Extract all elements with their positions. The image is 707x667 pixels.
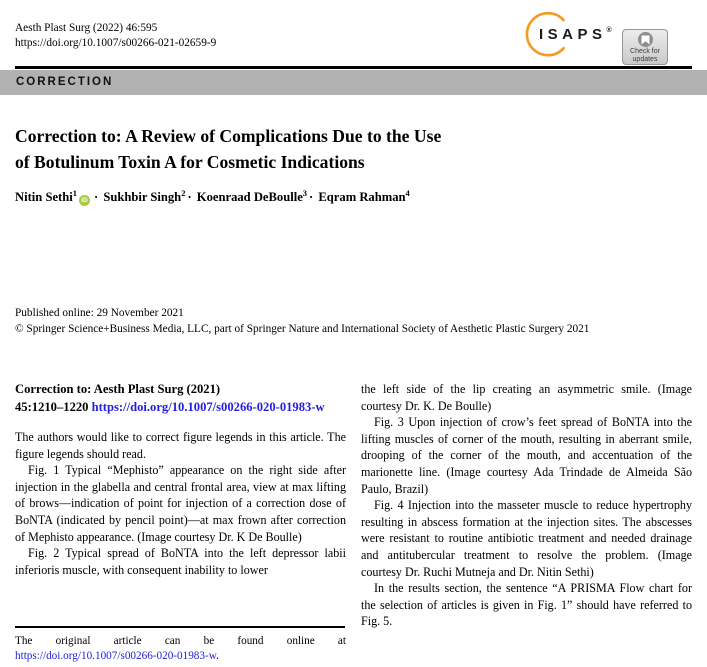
- author-affiliation-sup: 3: [302, 188, 308, 198]
- header-rule: [15, 66, 692, 69]
- fig2-legend: Fig. 2 Typical spread of BoNTA into the left depressor labii inferioris muscle, with consequent inability to lower: [15, 546, 346, 577]
- orcid-icon[interactable]: iD: [79, 195, 90, 206]
- fig3-legend: Fig. 3 Upon injection of crow’s feet spread of BoNTA into the lifting muscles of corner of the mouth, resulting in aberrant smile, drooping of the corner of the mouth, and accentuation of the marionette line. (Image courtesy Ada Trindade de Almeida São Paulo, Brazil): [361, 415, 692, 496]
- author-separator: ·: [309, 190, 314, 205]
- fig2-legend-continued: the left side of the lip creating an asymmetric smile. (Image courtesy Dr. K. De Boulle): [361, 382, 692, 413]
- copyright-line: © Springer Science+Business Media, LLC, part of Springer Nature and International Society of Aesthetic Plastic Surgery 2021: [15, 322, 590, 335]
- footnote-rule: [15, 626, 345, 628]
- author-affiliation-sup: 1: [72, 188, 77, 198]
- journal-doi: https://doi.org/10.1007/s00266-021-02659-9: [15, 36, 217, 49]
- published-online: Published online: 29 November 2021: [15, 307, 184, 319]
- isaps-logo-text: ISAPS®: [539, 26, 612, 43]
- article-title: Correction to: A Review of Complications Due to the Use of Botulinum Toxin A for Cosmetic Indications: [15, 126, 442, 172]
- fig4-legend: Fig. 4 Injection into the masseter muscle to reduce hypertrophy resulting in abscess formation at the injection sites. The abscesses were resistant to routine antibiotic treatment and needed drainage and antitubercular treatment to resolve the problem. (Image courtesy Dr. Ruchi Mutneja and Dr. Nitin Sethi): [361, 498, 692, 579]
- registered-mark: ®: [606, 27, 612, 34]
- right-column: [361, 381, 692, 630]
- footnote-text: The original article can be found online at: [15, 634, 346, 647]
- crossmark-icon: [638, 32, 653, 47]
- section-label: CORRECTION: [16, 76, 114, 88]
- journal-citation: Aesth Plast Surg (2022) 46:595: [15, 22, 158, 34]
- author-affiliation-sup: 4: [405, 188, 410, 198]
- footnote: The original article can be found online at https://doi.org/10.1007/s00266-020-01983-w.: [15, 626, 346, 664]
- body-paragraph: The authors would like to correct figure legends in this article. The figure legends should read.: [15, 430, 346, 461]
- check-for-updates-badge[interactable]: [622, 29, 668, 65]
- left-column: [15, 381, 346, 578]
- author-name: Eqram Rahman$^4$: [318, 188, 410, 205]
- check-for-updates-label: Check for updates: [630, 48, 660, 63]
- author-separator: ·: [187, 190, 192, 205]
- section-bar: [0, 70, 707, 95]
- author-separator: ·: [93, 190, 99, 205]
- fig1-legend: Fig. 1 Typical “Mephisto” appearance on the right side after injection in the glabella and central frontal area, view at max lifting of brows—indication of point for injection of a correction dose of BoNTA (indicated by pencil point)—at max frown after correction of Mephisto appearance. (Image courtesy Dr. K De Boulle): [15, 463, 346, 544]
- authors-line: [15, 188, 675, 206]
- publication-info: [15, 306, 675, 337]
- footnote-doi-link[interactable]: https://doi.org/10.1007/s00266-020-01983-w: [15, 649, 217, 662]
- author-name: Koenraad DeBoulle$^3$: [196, 188, 308, 205]
- original-article-doi-link[interactable]: https://doi.org/10.1007/s00266-020-01983-w: [91, 399, 325, 414]
- correction-heading: Correction to: Aesth Plast Surg (2021) 45:1210–1220 https://doi.org/10.1007/s00266-020-01983-w: [15, 382, 325, 414]
- results-note: In the results section, the sentence “A PRISMA Flow chart for the selection of articles is given in Fig. 1” should have referred to Fig. 5.: [361, 581, 692, 629]
- author-affiliation-sup: 2: [181, 188, 186, 198]
- author-name: Nitin Sethi$^1$: [15, 188, 77, 205]
- author-name: Sukhbir Singh$^2$: [103, 188, 186, 205]
- journal-citation-block: [15, 21, 216, 50]
- isaps-logo: [524, 11, 634, 61]
